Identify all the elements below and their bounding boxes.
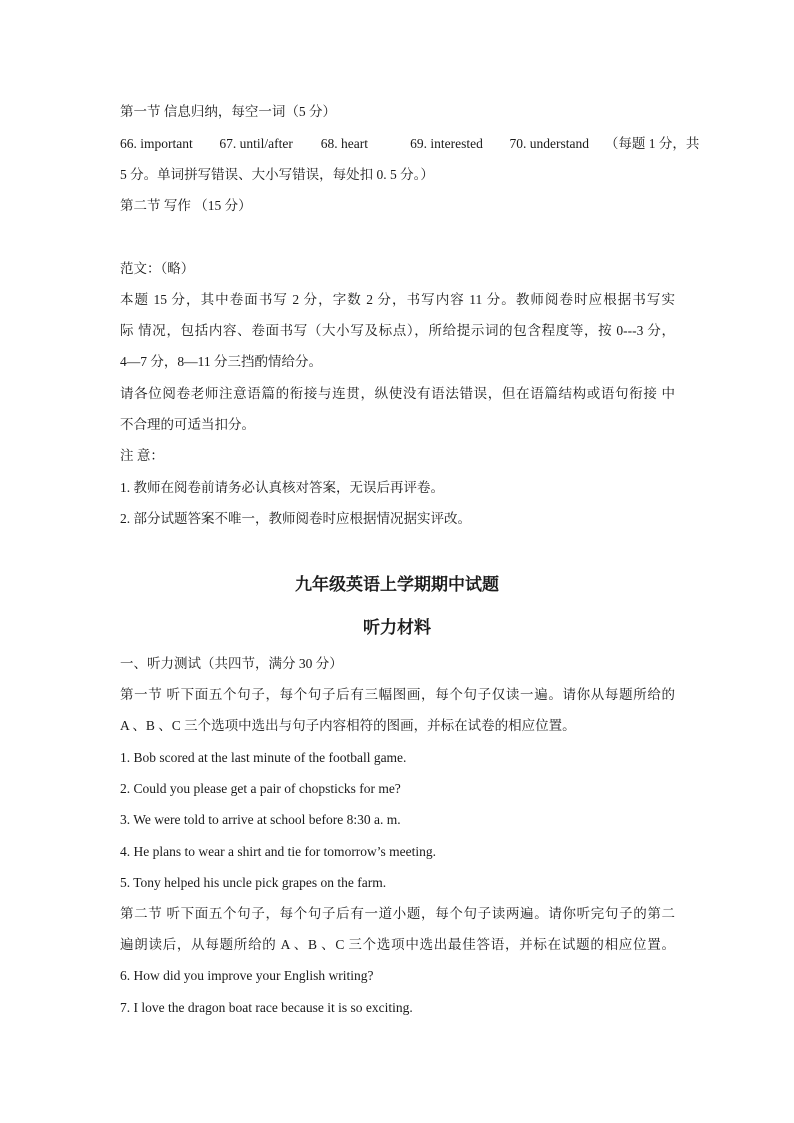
exam-subtitle: 听力材料 [363, 618, 431, 637]
note-item: 1. 教师在阅卷前请务必认真核对答案，无误后再评卷。 [120, 480, 444, 495]
scoring-note-cont: 5 分。单词拼写错误、大小写错误，每处扣 0. 5 分。） [120, 167, 434, 182]
section-instruction: 遍朗读后，从每题所给的 A 、B 、C 三个选项中选出最佳答语，并标在试题的相应位置。 [120, 937, 675, 952]
section1-heading: 第一节 信息归纳，每空一词（5 分） [120, 104, 336, 119]
scoring-rule-line: 不合理的可适当扣分。 [120, 417, 255, 432]
answer-key-line [120, 135, 699, 153]
answer-66: 66. important [120, 136, 193, 151]
listening-item: 2. Could you please get a pair of chopsticks for me? [120, 781, 401, 796]
exam-title: 九年级英语上学期期中试题 [295, 575, 499, 594]
notes-heading: 注 意： [120, 448, 164, 463]
listening-item: 1. Bob scored at the last minute of the football game. [120, 750, 407, 765]
listening-item: 5. Tony helped his uncle pick grapes on the farm. [120, 875, 387, 890]
listening-item: 6. How did you improve your English writing? [120, 968, 374, 983]
listening-part-heading: 一、听力测试（共四节，满分 30 分） [120, 656, 343, 671]
listening-item: 3. We were told to arrive at school before 8:30 a. m. [120, 812, 401, 827]
section-instruction: 第二节 听下面五个句子，每个句子后有一道小题，每个句子读两遍。请你听完句子的第二 [120, 906, 675, 921]
scoring-rule-line: 际 情况，包括内容、卷面书写（大小写及标点），所给提示词的包含程度等，按 0---3 分， [120, 323, 675, 338]
note-item: 2. 部分试题答案不唯一，教师阅卷时应根据情况据实评改。 [120, 511, 471, 526]
answer-67: 67. until/after [219, 136, 293, 151]
section-instruction: 第一节 听下面五个句子，每个句子后有三幅图画，每个句子仅读一遍。请你从每题所给的 [120, 687, 675, 702]
answer-70: 70. understand [509, 136, 589, 151]
scoring-rule-line: 4—7 分，8—11 分三挡酌情给分。 [120, 354, 322, 369]
scoring-note: （每题 1 分，共 [604, 136, 700, 151]
sample-essay: 范文：（略） [120, 261, 195, 276]
answer-68: 68. heart [320, 136, 368, 151]
answer-69: 69. interested [410, 136, 483, 151]
scoring-rule-line: 本题 15 分，其中卷面书写 2 分，字数 2 分，书写内容 11 分。教师阅卷时应根据书写实 [120, 292, 675, 307]
listening-item: 7. I love the dragon boat race because it is so exciting. [120, 1000, 413, 1015]
section-instruction: A 、B 、C 三个选项中选出与句子内容相符的图画，并标在试卷的相应位置。 [120, 718, 576, 733]
scoring-rule-line: 请各位阅卷老师注意语篇的衔接与连贯，纵使没有语法错误，但在语篇结构或语句衔接 中 [120, 386, 675, 401]
section2-heading: 第二节 写作 （15 分） [120, 198, 252, 213]
listening-item: 4. He plans to wear a shirt and tie for tomorrow’s meeting. [120, 844, 437, 859]
